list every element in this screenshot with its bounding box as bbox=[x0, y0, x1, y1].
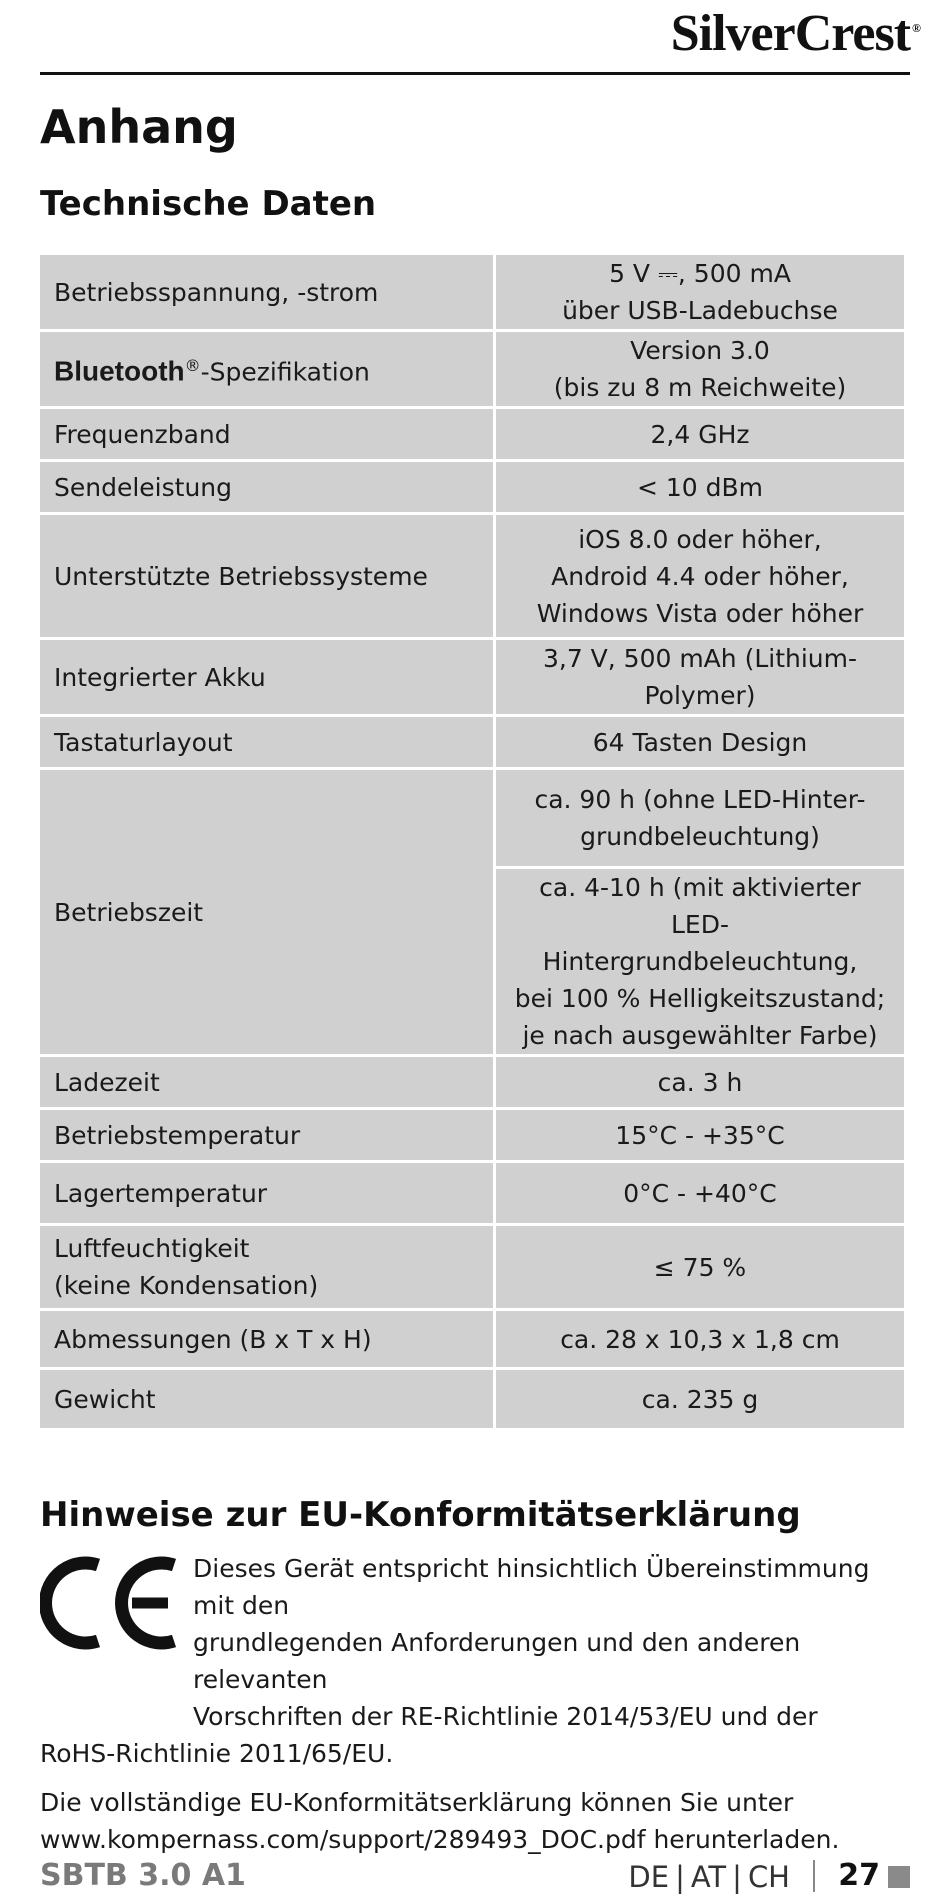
brand-registered-mark: ® bbox=[912, 20, 920, 35]
table-row bbox=[40, 462, 904, 512]
table-row bbox=[40, 515, 904, 637]
model-number: SBTB 3.0 A1 bbox=[40, 1858, 246, 1893]
table-row bbox=[40, 1057, 904, 1107]
page-footer bbox=[40, 1858, 910, 1898]
spec-value: ca. 235 g bbox=[496, 1370, 904, 1428]
spec-value: ≤ 75 % bbox=[496, 1226, 904, 1308]
bluetooth-wordmark: Bluetooth bbox=[54, 355, 185, 387]
spec-label: Gewicht bbox=[40, 1370, 493, 1428]
spec-label: Sendeleistung bbox=[40, 462, 493, 512]
spec-label: Luftfeuchtigkeit (keine Kondensation) bbox=[40, 1226, 493, 1308]
table-row bbox=[40, 1163, 904, 1223]
spec-value: ca. 3 h bbox=[496, 1057, 904, 1107]
spec-value: ca. 90 h (ohne LED-Hinter- grundbeleuchtung) bbox=[496, 770, 904, 866]
spec-value: ca. 28 x 10,3 x 1,8 cm bbox=[496, 1311, 904, 1367]
page-title: Anhang bbox=[40, 100, 238, 154]
table-row bbox=[40, 1370, 904, 1428]
spec-value: 2,4 GHz bbox=[496, 409, 904, 459]
spec-value: iOS 8.0 oder höher, Android 4.4 oder höher, Windows Vista oder höher bbox=[496, 515, 904, 637]
table-row bbox=[40, 717, 904, 767]
spec-label: Betriebstemperatur bbox=[40, 1110, 493, 1160]
spec-label: Bluetooth®-Spezifikation bbox=[40, 332, 493, 406]
section-title: Technische Daten bbox=[40, 184, 377, 224]
page-number: 27 bbox=[838, 1858, 880, 1893]
spec-value: 64 Tasten Design bbox=[496, 717, 904, 767]
footer-divider bbox=[813, 1860, 815, 1892]
spec-value: Version 3.0 (bis zu 8 m Reichweite) bbox=[496, 332, 904, 406]
spec-label: Lagertemperatur bbox=[40, 1163, 493, 1223]
table-row bbox=[40, 770, 904, 866]
table-row bbox=[40, 255, 904, 329]
table-row bbox=[40, 1311, 904, 1367]
country-codes: DE | AT | CH bbox=[628, 1860, 790, 1894]
eu-conformity-text: Dieses Gerät entspricht hinsichtlich Übereinstimmung mit den grundlegenden Anforderungen und den anderen relevanten Vorschriften der RE-Richtlinie 2014/53/EU und der RoHS-Richtlinie 2011/65/EU. Die vollständige EU-Konformitätserklärung können Sie unter www.kompernass.com/support/289493_DOC.pdf herunterladen. bbox=[40, 1550, 900, 1858]
table-row bbox=[40, 332, 904, 406]
table-row bbox=[40, 1110, 904, 1160]
table-row bbox=[40, 640, 904, 714]
spec-label: Ladezeit bbox=[40, 1057, 493, 1107]
table-row bbox=[40, 409, 904, 459]
spec-value: 5 V ⎓, 500 mA über USB-Ladebuchse bbox=[496, 255, 904, 329]
spec-label: Abmessungen (B x T x H) bbox=[40, 1311, 493, 1367]
spec-label: Frequenzband bbox=[40, 409, 493, 459]
spec-label: Tastaturlayout bbox=[40, 717, 493, 767]
spec-label: Betriebszeit bbox=[40, 770, 493, 1054]
spec-value: < 10 dBm bbox=[496, 462, 904, 512]
silvercrest-logo bbox=[671, 4, 920, 63]
spec-label: Betriebsspannung, -strom bbox=[40, 255, 493, 329]
spec-value: 3,7 V, 500 mAh (Lithium-Polymer) bbox=[496, 640, 904, 714]
spec-value: ca. 4-10 h (mit aktivierter LED- Hintergrundbeleuchtung, bei 100 % Helligkeitszustand; je nach ausgewählter Farbe) bbox=[496, 869, 904, 1054]
spec-value: 0°C - +40°C bbox=[496, 1163, 904, 1223]
spec-label: Integrierter Akku bbox=[40, 640, 493, 714]
spec-label: Unterstützte Betriebssysteme bbox=[40, 515, 493, 637]
spec-value: 15°C - +35°C bbox=[496, 1110, 904, 1160]
technical-data-table bbox=[37, 252, 907, 1431]
header-rule bbox=[40, 72, 910, 75]
doc-download-url: www.kompernass.com/support/289493_DOC.pdf herunterladen. bbox=[40, 1825, 840, 1854]
page-marker-square-icon bbox=[888, 1866, 910, 1888]
brand-name: SilverCrest bbox=[670, 5, 911, 62]
eu-conformity-title: Hinweise zur EU-Konformitätserklärung bbox=[40, 1495, 801, 1535]
table-row bbox=[40, 1226, 904, 1308]
